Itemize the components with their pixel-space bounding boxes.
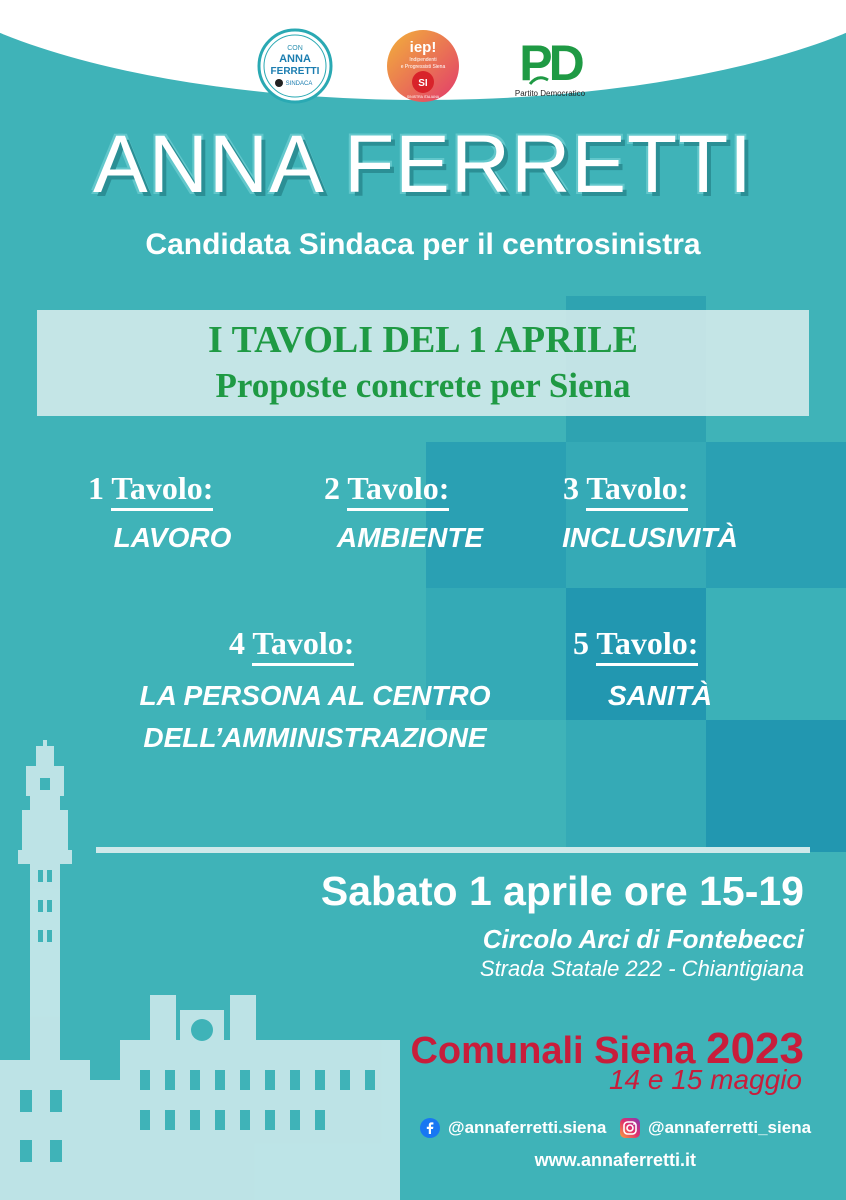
event-datetime: Sabato 1 aprile ore 15-19 bbox=[320, 868, 804, 914]
event-address: Strada Statale 222 - Chiantigiana bbox=[479, 956, 804, 981]
table-4-number: 4 bbox=[229, 625, 245, 661]
table-4-topic-line1: LA PERSONA AL CENTRO bbox=[139, 680, 491, 711]
pd-logo-caption: Partito Democratico bbox=[514, 89, 586, 98]
civic-list-logo bbox=[257, 28, 333, 104]
facebook-handle: @annaferretti.siena bbox=[448, 1118, 607, 1137]
table-1-number: 1 bbox=[88, 470, 104, 506]
bg-square bbox=[426, 442, 566, 588]
table-2-topic: AMBIENTE bbox=[336, 522, 484, 553]
table-2-number: 2 bbox=[324, 470, 340, 506]
iep-logo-line3: SI bbox=[418, 78, 428, 89]
bg-square bbox=[706, 442, 846, 588]
pd-logo-mark: PD bbox=[519, 35, 581, 91]
iep-logo-line2: e Progressisti Siena bbox=[400, 64, 446, 70]
table-3-label: Tavolo: bbox=[586, 470, 688, 511]
table-1-heading bbox=[88, 470, 213, 507]
table-3-topic: INCLUSIVITÀ bbox=[562, 522, 738, 553]
table-5-heading bbox=[573, 625, 698, 662]
candidate-subtitle: Candidata Sindaca per il centrosinistra bbox=[145, 228, 701, 261]
iep-logo-line4: SINISTRA ITALIANA bbox=[406, 95, 440, 99]
website-link[interactable]: www.annaferretti.it bbox=[534, 1150, 696, 1170]
election-year: 2023 bbox=[706, 1024, 804, 1073]
iep-logo-name: iep! bbox=[409, 39, 437, 56]
table-3-number: 3 bbox=[563, 470, 579, 506]
iep-logo-line1: Indipendenti bbox=[409, 57, 437, 63]
event-band-line1: I TAVOLI DEL 1 APRILE bbox=[207, 319, 639, 361]
instagram-icon bbox=[620, 1118, 640, 1138]
table-2-label: Tavolo: bbox=[347, 470, 449, 511]
table-5-label: Tavolo: bbox=[596, 625, 698, 666]
table-5-topic: SANITÀ bbox=[607, 680, 713, 711]
election-label: Comunali Siena bbox=[410, 1030, 696, 1072]
bg-square bbox=[706, 720, 846, 852]
event-band-line2: Proposte concrete per Siena bbox=[215, 366, 631, 405]
civic-logo-line4: SINDACA bbox=[285, 81, 313, 87]
bg-square bbox=[566, 720, 706, 852]
election-dates: 14 e 15 maggio bbox=[608, 1064, 802, 1095]
instagram-handle: @annaferretti_siena bbox=[648, 1118, 812, 1137]
table-2-heading bbox=[324, 470, 449, 507]
table-4-label: Tavolo: bbox=[252, 625, 354, 666]
table-5-number: 5 bbox=[573, 625, 589, 661]
facebook-icon bbox=[420, 1118, 440, 1138]
iep-logo bbox=[385, 28, 461, 104]
event-venue: Circolo Arci di Fontebecci bbox=[482, 924, 804, 954]
table-4-heading bbox=[229, 625, 354, 662]
table-1-label: Tavolo: bbox=[111, 470, 213, 511]
instagram-link[interactable] bbox=[620, 1118, 811, 1138]
candidate-name: ANNA FERRETTI bbox=[93, 119, 753, 210]
pd-logo bbox=[508, 32, 594, 102]
siena-skyline-illustration bbox=[0, 740, 400, 1200]
civic-logo-line2: ANNA bbox=[279, 53, 311, 65]
table-4-topic-line2: DELL’AMMINISTRAZIONE bbox=[143, 722, 487, 753]
table-3-heading bbox=[563, 470, 688, 507]
civic-logo-line3: FERRETTI bbox=[270, 66, 320, 77]
civic-logo-line1: CON bbox=[287, 45, 303, 52]
bg-square bbox=[566, 442, 706, 588]
table-1-topic: LAVORO bbox=[113, 522, 232, 553]
facebook-link[interactable] bbox=[420, 1118, 606, 1138]
